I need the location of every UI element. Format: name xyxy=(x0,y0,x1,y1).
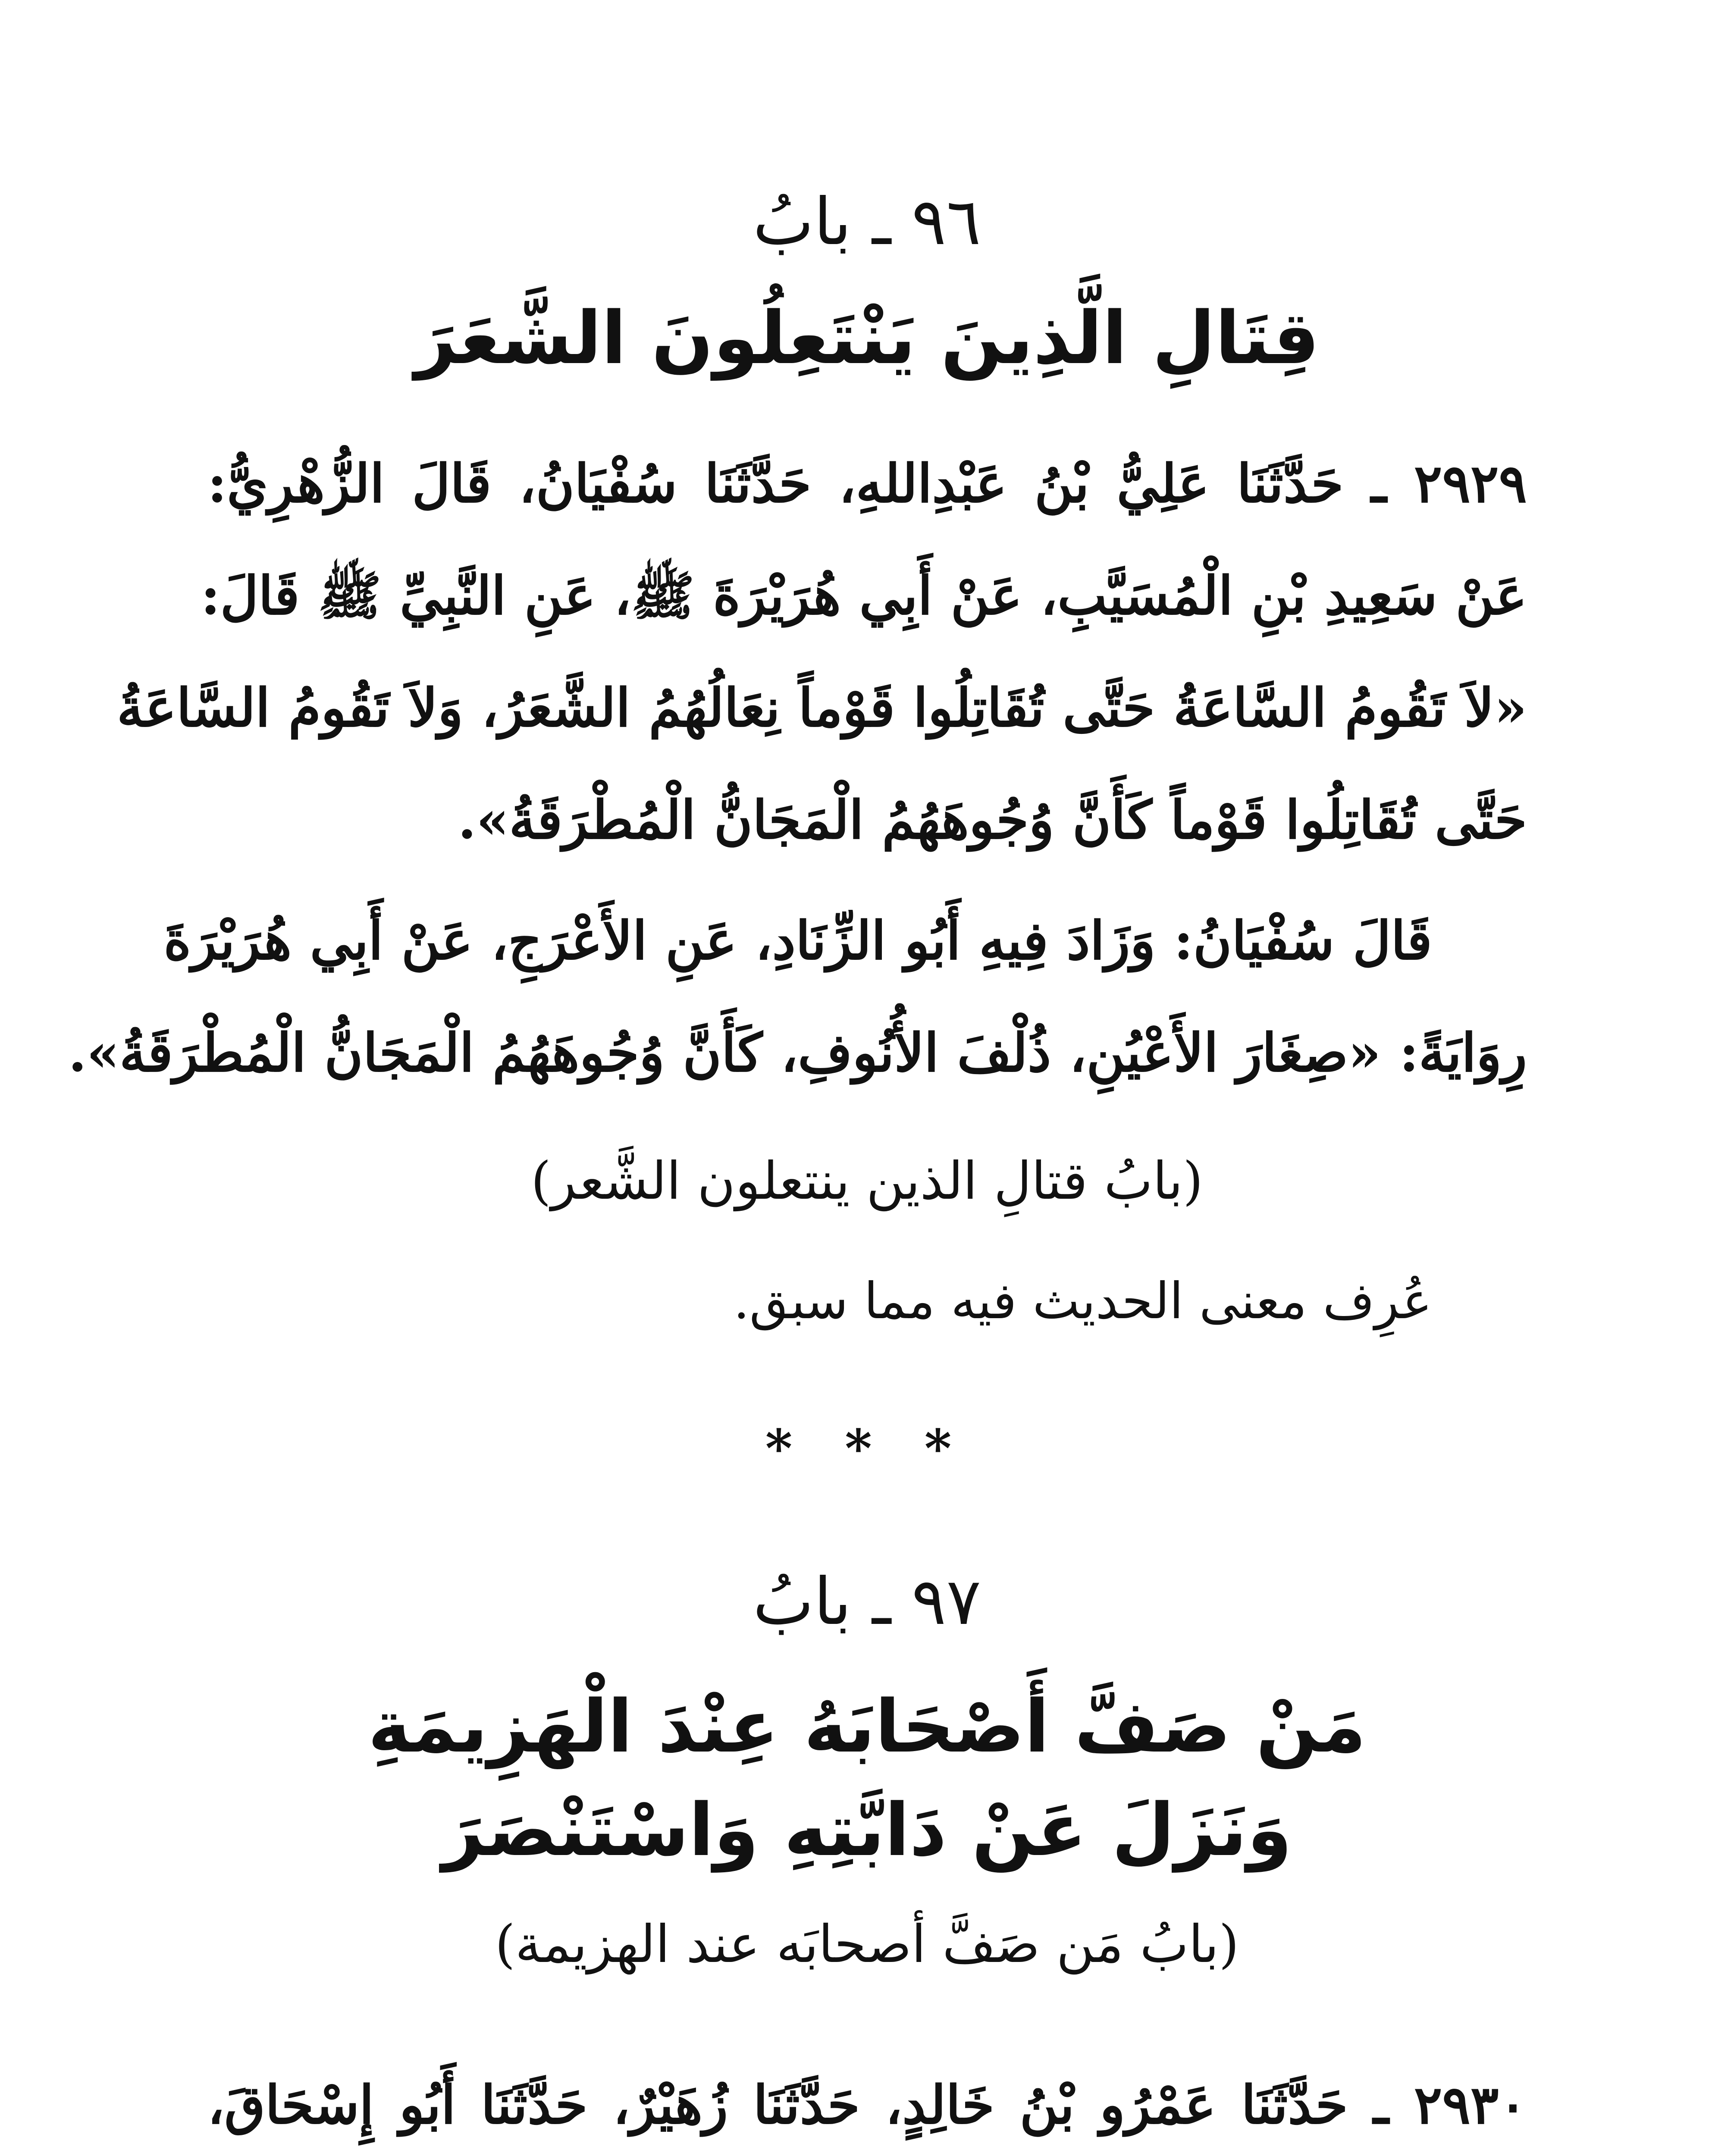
chapter-97-number: ٩٧ ـ بابُ xyxy=(753,1564,981,1639)
chapter-97-title-line-1: مَنْ صَفَّ أَصْحَابَهُ عِنْدَ الْهَزِيمَةِ xyxy=(368,1684,1366,1769)
commentary-97-heading: (بابُ مَن صَفَّ أصحابَه عند الهزيمة) xyxy=(495,1915,1239,1974)
hadith-2929-line-4: حَتَّى تُقَاتِلُوا قَوْماً كَأَنَّ وُجُوهَهُمُ الْمَجَانُّ الْمُطْرَقَةُ». xyxy=(458,789,1527,851)
hadith-2929-line-2: عَنْ سَعِيدِ بْنِ الْمُسَيَّبِ، عَنْ أَبِي هُرَيْرَةَ ﷺ، عَنِ النَّبِيِّ ﷺ قَالَ: xyxy=(201,564,1527,627)
hadith-2929-addendum-line-1: قَالَ سُفْيَانُ: وَزَادَ فِيهِ أَبُو الزِّنَادِ، عَنِ الأَعْرَجِ، عَنْ أَبِي هُرَيْرَةَ xyxy=(163,909,1432,971)
chapter-97-title-line-2: وَنَزَلَ عَنْ دَابَّتِهِ وَاسْتَنْصَرَ xyxy=(442,1788,1292,1872)
commentary-96-heading: (بابُ قتالِ الذين ينتعلون الشَّعر) xyxy=(531,1151,1203,1211)
chapter-96-title: قِتَالِ الَّذِينَ يَنْتَعِلُونَ الشَّعَرَ xyxy=(414,296,1320,380)
hadith-2930-line-1: ٢٩٣٠ ـ حَدَّثَنَا عَمْرُو بْنُ خَالِدٍ، حَدَّثَنَا زُهَيْرٌ، حَدَّثَنَا أَبُو إِسْحَاقَ، xyxy=(207,2074,1527,2136)
section-separator: * * * xyxy=(765,1418,969,1479)
commentary-96-text: عُرِف معنى الحديث فيه مما سبق. xyxy=(733,1272,1432,1330)
hadith-2929-line-1: ٢٩٢٩ ـ حَدَّثَنَا عَلِيُّ بْنُ عَبْدِاللهِ، حَدَّثَنَا سُفْيَانُ، قَالَ الزُّهْرِيُّ: xyxy=(207,452,1527,514)
chapter-96-number: ٩٦ ـ بابُ xyxy=(753,185,981,260)
hadith-2929-addendum-line-2: رِوَايَةً: «صِغَارَ الأَعْيُنِ، ذُلْفَ الأُنُوفِ، كَأَنَّ وُجُوهَهُمُ الْمَجَانُّ الْمُطْرَقَةُ». xyxy=(68,1022,1527,1084)
hadith-2929-line-3: «لاَ تَقُومُ السَّاعَةُ حَتَّى تُقَاتِلُوا قَوْماً نِعَالُهُمُ الشَّعَرُ، وَلاَ تَقُومُ السَّاعَةُ xyxy=(117,677,1527,739)
